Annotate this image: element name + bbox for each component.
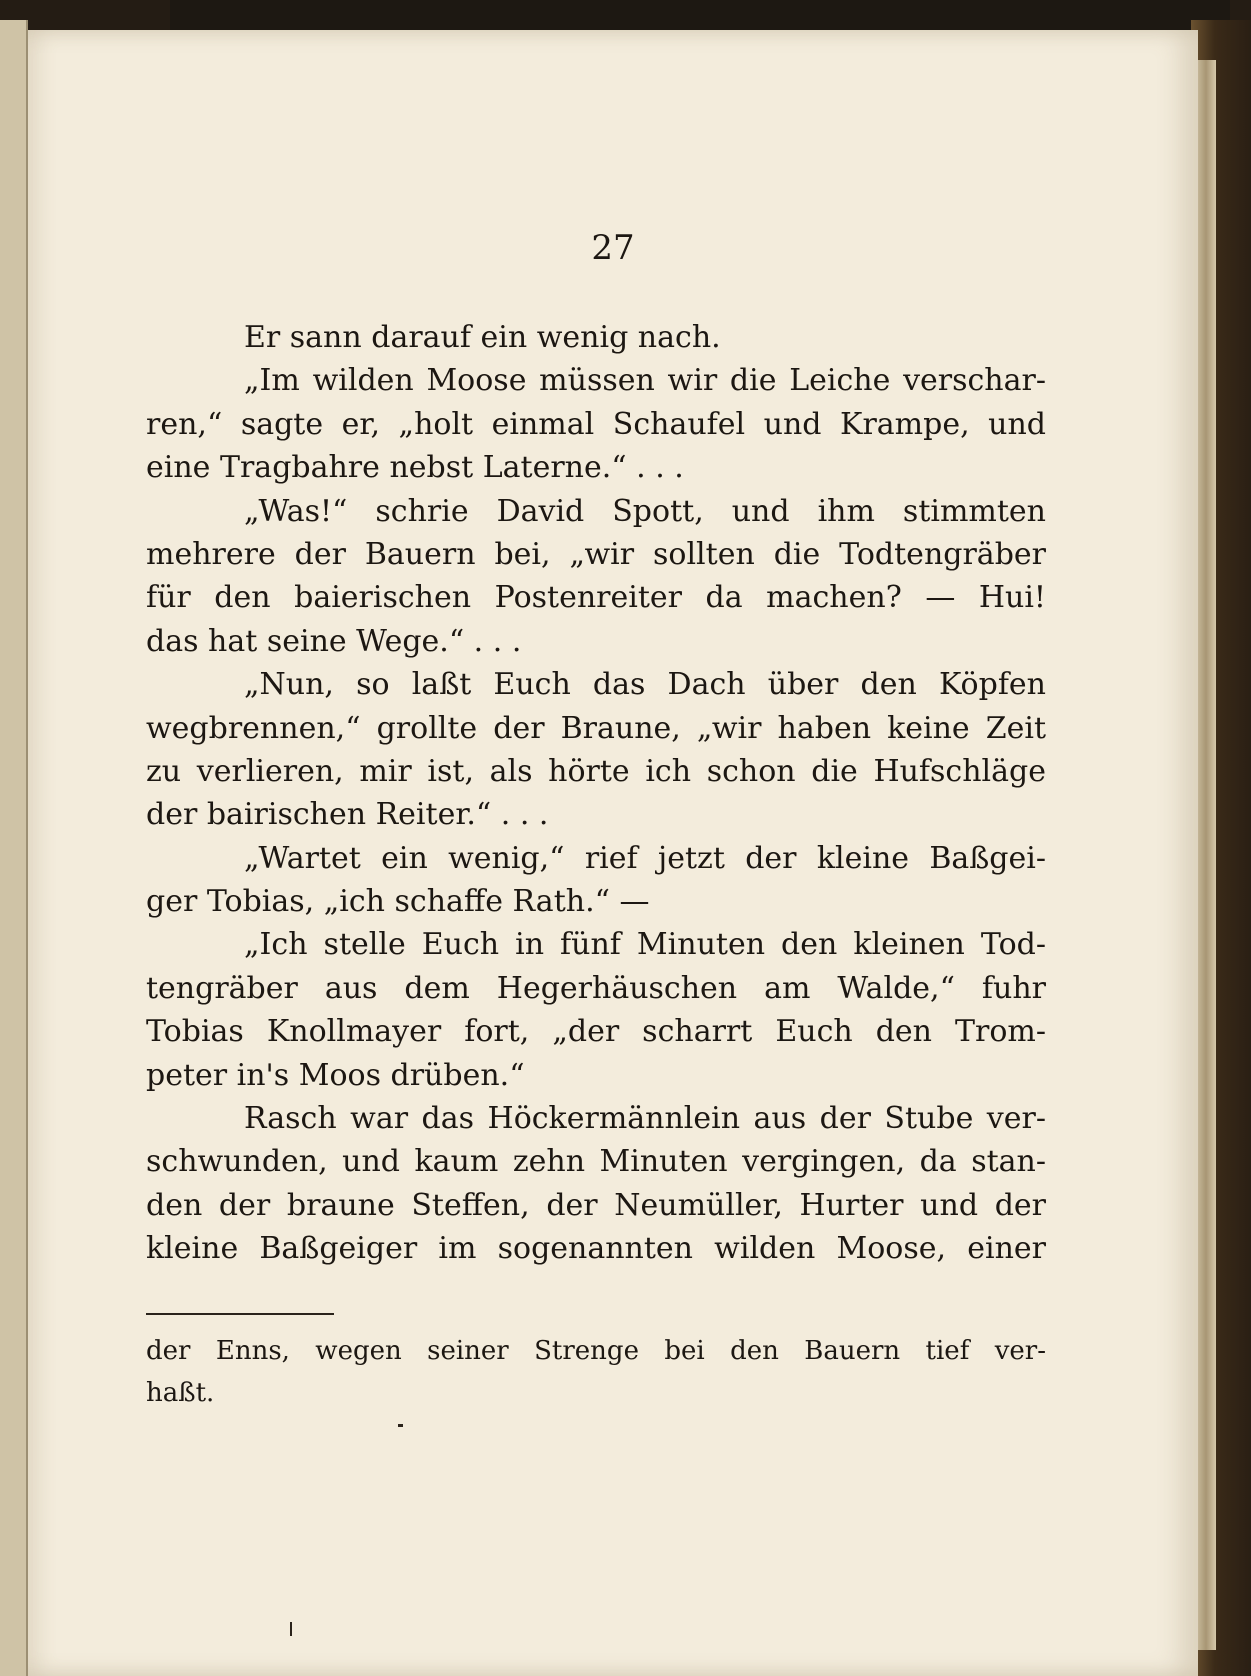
text-line: zu verlieren, mir ist, als hörte ich schon die Hufschläge [146, 753, 1046, 789]
text-line: schwunden, und kaum zehn Minuten vergingen, da stan- [146, 1144, 1046, 1180]
text-line: „Im wilden Moose müssen wir die Leiche verschar- [244, 363, 1046, 399]
text-line: „Ich stelle Euch in fünf Minuten den kleinen Tod- [244, 927, 1046, 963]
text-line: für den baierischen Postenreiter da machen? — Hui! [146, 580, 1046, 616]
text-line: „Was!“ schrie David Spott, und ihm stimmten [244, 493, 1046, 529]
text-line: Er sann darauf ein wenig nach. [244, 320, 721, 355]
page-block-edge [1196, 60, 1216, 1650]
text-line: Rasch war das Höckermännlein aus der Stube ver- [244, 1101, 1046, 1137]
left-page-edge [0, 20, 28, 1676]
text-line: wegbrennen,“ grollte der Braune, „wir haben keine Zeit [146, 710, 1046, 746]
text-line: ren,“ sagte er, „holt einmal Schaufel und Krampe, und [146, 406, 1046, 442]
text-line: peter in's Moos drüben.“ [146, 1057, 525, 1093]
footnote-line: haßt. [146, 1378, 215, 1408]
text-line: ger Tobias, „ich schaffe Rath.“ — [146, 884, 650, 920]
footnote-rule [146, 1313, 334, 1315]
top-binding-edge [170, 0, 1230, 30]
text-line: kleine Baßgeiger im sogenannten wilden Moose, einer [146, 1231, 1046, 1267]
text-line: das hat seine Wege.“ . . . [146, 623, 522, 659]
text-line: „Nun, so laßt Euch das Dach über den Köpfen [244, 667, 1046, 703]
ink-speck [290, 1622, 292, 1636]
book-page [28, 30, 1198, 1676]
text-line: den der braune Steffen, der Neumüller, Hurter und der [146, 1187, 1046, 1223]
text-line: der bairischen Reiter.“ . . . [146, 797, 549, 833]
text-line: „Wartet ein wenig,“ rief jetzt der kleine Baßgei- [244, 840, 1046, 876]
text-line: tengräber aus dem Hegerhäuschen am Walde,“ fuhr [146, 970, 1046, 1006]
text-line: Tobias Knollmayer fort, „der scharrt Euch den Trom- [146, 1014, 1046, 1050]
footnote [146, 1330, 1046, 1414]
text-line: eine Tragbahre nebst Laterne.“ . . . [146, 450, 684, 486]
page-number: 27 [591, 228, 635, 268]
body-text [146, 316, 1046, 1271]
ink-speck [398, 1424, 403, 1427]
text-line: mehrere der Bauern bei, „wir sollten die Todtengräber [146, 536, 1046, 572]
footnote-line: der Enns, wegen seiner Strenge bei den Bauern tief ver- [146, 1336, 1046, 1366]
